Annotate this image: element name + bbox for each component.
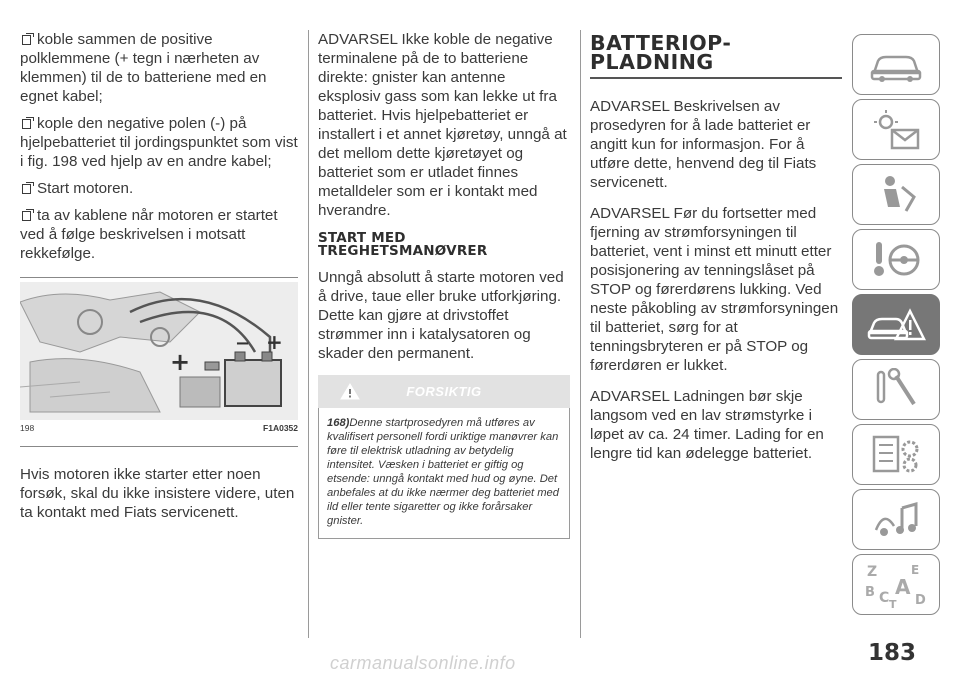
maintenance-wrench-icon [866, 368, 926, 412]
svg-text:−: − [235, 333, 251, 354]
caution-number: 168) [327, 417, 350, 429]
tab-maintenance[interactable] [852, 359, 940, 420]
index-letter: E [911, 562, 920, 577]
jump-start-illustration [20, 282, 298, 420]
charging-paragraph: ADVARSEL Ladningen bør skje langsom ved en lav strømstyrke i løpet av ca. 24 timer. Lading for en lengre tid kan ødelegge batteriet. [590, 388, 824, 462]
tab-specifications[interactable] [852, 424, 940, 485]
column-left [20, 30, 298, 534]
index-letter: A [895, 574, 911, 599]
column-middle [318, 30, 570, 539]
warning-paragraph: ADVARSEL Ikke koble de negative terminalene på de to batteriene direkte: gnister kan antenne eksplosiv gass som kan lekke ut fra batteriet. Hvis hjelpebatteriet er installert i et annet kjøretøy, unngå at det mellom dette kjøretøyet og batteriet som er utladet finnes metalldeler som er i kontakt med hverandre. [318, 31, 567, 219]
section-heading-start-inertia: START MED TREGHETSMANØVRER [318, 230, 488, 259]
tab-driving[interactable] [852, 229, 940, 290]
tab-multimedia[interactable] [852, 489, 940, 550]
car-dashboard-icon [866, 45, 926, 85]
index-letters-icon [861, 560, 931, 610]
steering-wheel-icon [866, 238, 926, 282]
chapter-tabs [852, 34, 942, 619]
page-number: 183 [868, 640, 917, 666]
warning-lights-icon [866, 108, 926, 152]
tab-index[interactable] [852, 554, 940, 615]
svg-text:+: + [266, 330, 283, 354]
checkbox-bullet-icon [22, 35, 31, 45]
bullet-item: Start motoren. [20, 179, 298, 198]
bullet-item: koble sammen de positive polklemmene (+ tegn i nærheten av klemmen) til de to batteriene med en egnet kabel; [20, 31, 267, 105]
checkbox-bullet-icon [22, 184, 31, 194]
tab-car-dashboard[interactable] [852, 34, 940, 95]
tab-warning-lights[interactable] [852, 99, 940, 160]
column-divider [580, 30, 581, 638]
tab-safety[interactable] [852, 164, 940, 225]
multimedia-icon [866, 498, 926, 542]
warning-triangle-icon [340, 383, 360, 400]
charging-paragraph: ADVARSEL Beskrivelsen av prosedyren for å lade batteriet er angitt kun for informasjon. For å utføre dette, henvend deg til Fiats servicenett. [590, 98, 817, 191]
tab-emergency[interactable] [852, 294, 940, 355]
checkbox-bullet-icon [22, 119, 31, 129]
figure-198 [20, 277, 298, 447]
figure-code: F1A0352 [263, 423, 298, 433]
figure-caption [20, 423, 298, 433]
index-letter: T [889, 597, 897, 610]
caution-box [318, 375, 570, 539]
index-letter: B [865, 584, 875, 600]
checkbox-bullet-icon [22, 211, 31, 221]
column-right [590, 30, 842, 475]
figure-number: 198 [20, 423, 35, 433]
bullet-item: ta av kablene når motoren er startet ved å følge beskrivelsen i motsatt rekkefølge. [20, 207, 278, 262]
specifications-gear-icon [866, 433, 926, 477]
column-divider [308, 30, 309, 638]
engine-not-starting-note: Hvis motoren ikke starter etter noen forsøk, skal du ikke insistere videre, uten ta kontakt med Fiats servicenett. [20, 466, 295, 521]
charging-paragraph: ADVARSEL Før du fortsetter med fjerning av strømforsyningen til batteriet, vent i minst ett minutt etter posisjonering av tenningslåset på STOP og førerdørens lukking. Ved neste påkobling av strømforsyningen til batteriet, sørg for at tenningsbryteren er på STOP og førerdøren er lukket. [590, 205, 839, 374]
caution-text: 168)Denne startprosedyren må utføres av kvalifisert personell fordi uriktige manøvrer kan føre til elektrisk utladning av betydelig intensitet. Væsken i batteriet er giftig og etsende: unngå kontakt med hud og øyne. Det anbefales at du ikke nærmer deg batteriet med ild eller tente sigaretter og ikke forårsaker gnister. [318, 408, 570, 539]
bullet-item: kople den negative polen (-) på hjelpebatteriet til jordingspunktet som vist i fig. 198 ved hjelp av en andre kabel; [20, 115, 298, 170]
section-heading-battery-charging: BATTERIOP- PLADNING [590, 34, 842, 79]
caution-header [318, 375, 570, 408]
watermark: carmanualsonline.info [330, 653, 516, 673]
emergency-car-icon [866, 303, 926, 347]
svg-text:+: + [170, 348, 191, 376]
safety-airbag-icon [866, 173, 926, 217]
index-letter: Z [867, 563, 878, 580]
inertia-paragraph: Unngå absolutt å starte motoren ved å drive, taue eller bruke utforkjøring. Dette kan gjøre at drivstoffet strømmer inn i katalysatoren og skader den permanent. [318, 269, 564, 362]
index-letter: C [879, 589, 890, 606]
index-letter: D [915, 592, 926, 608]
caution-title: FORSIKTIG [406, 384, 482, 399]
